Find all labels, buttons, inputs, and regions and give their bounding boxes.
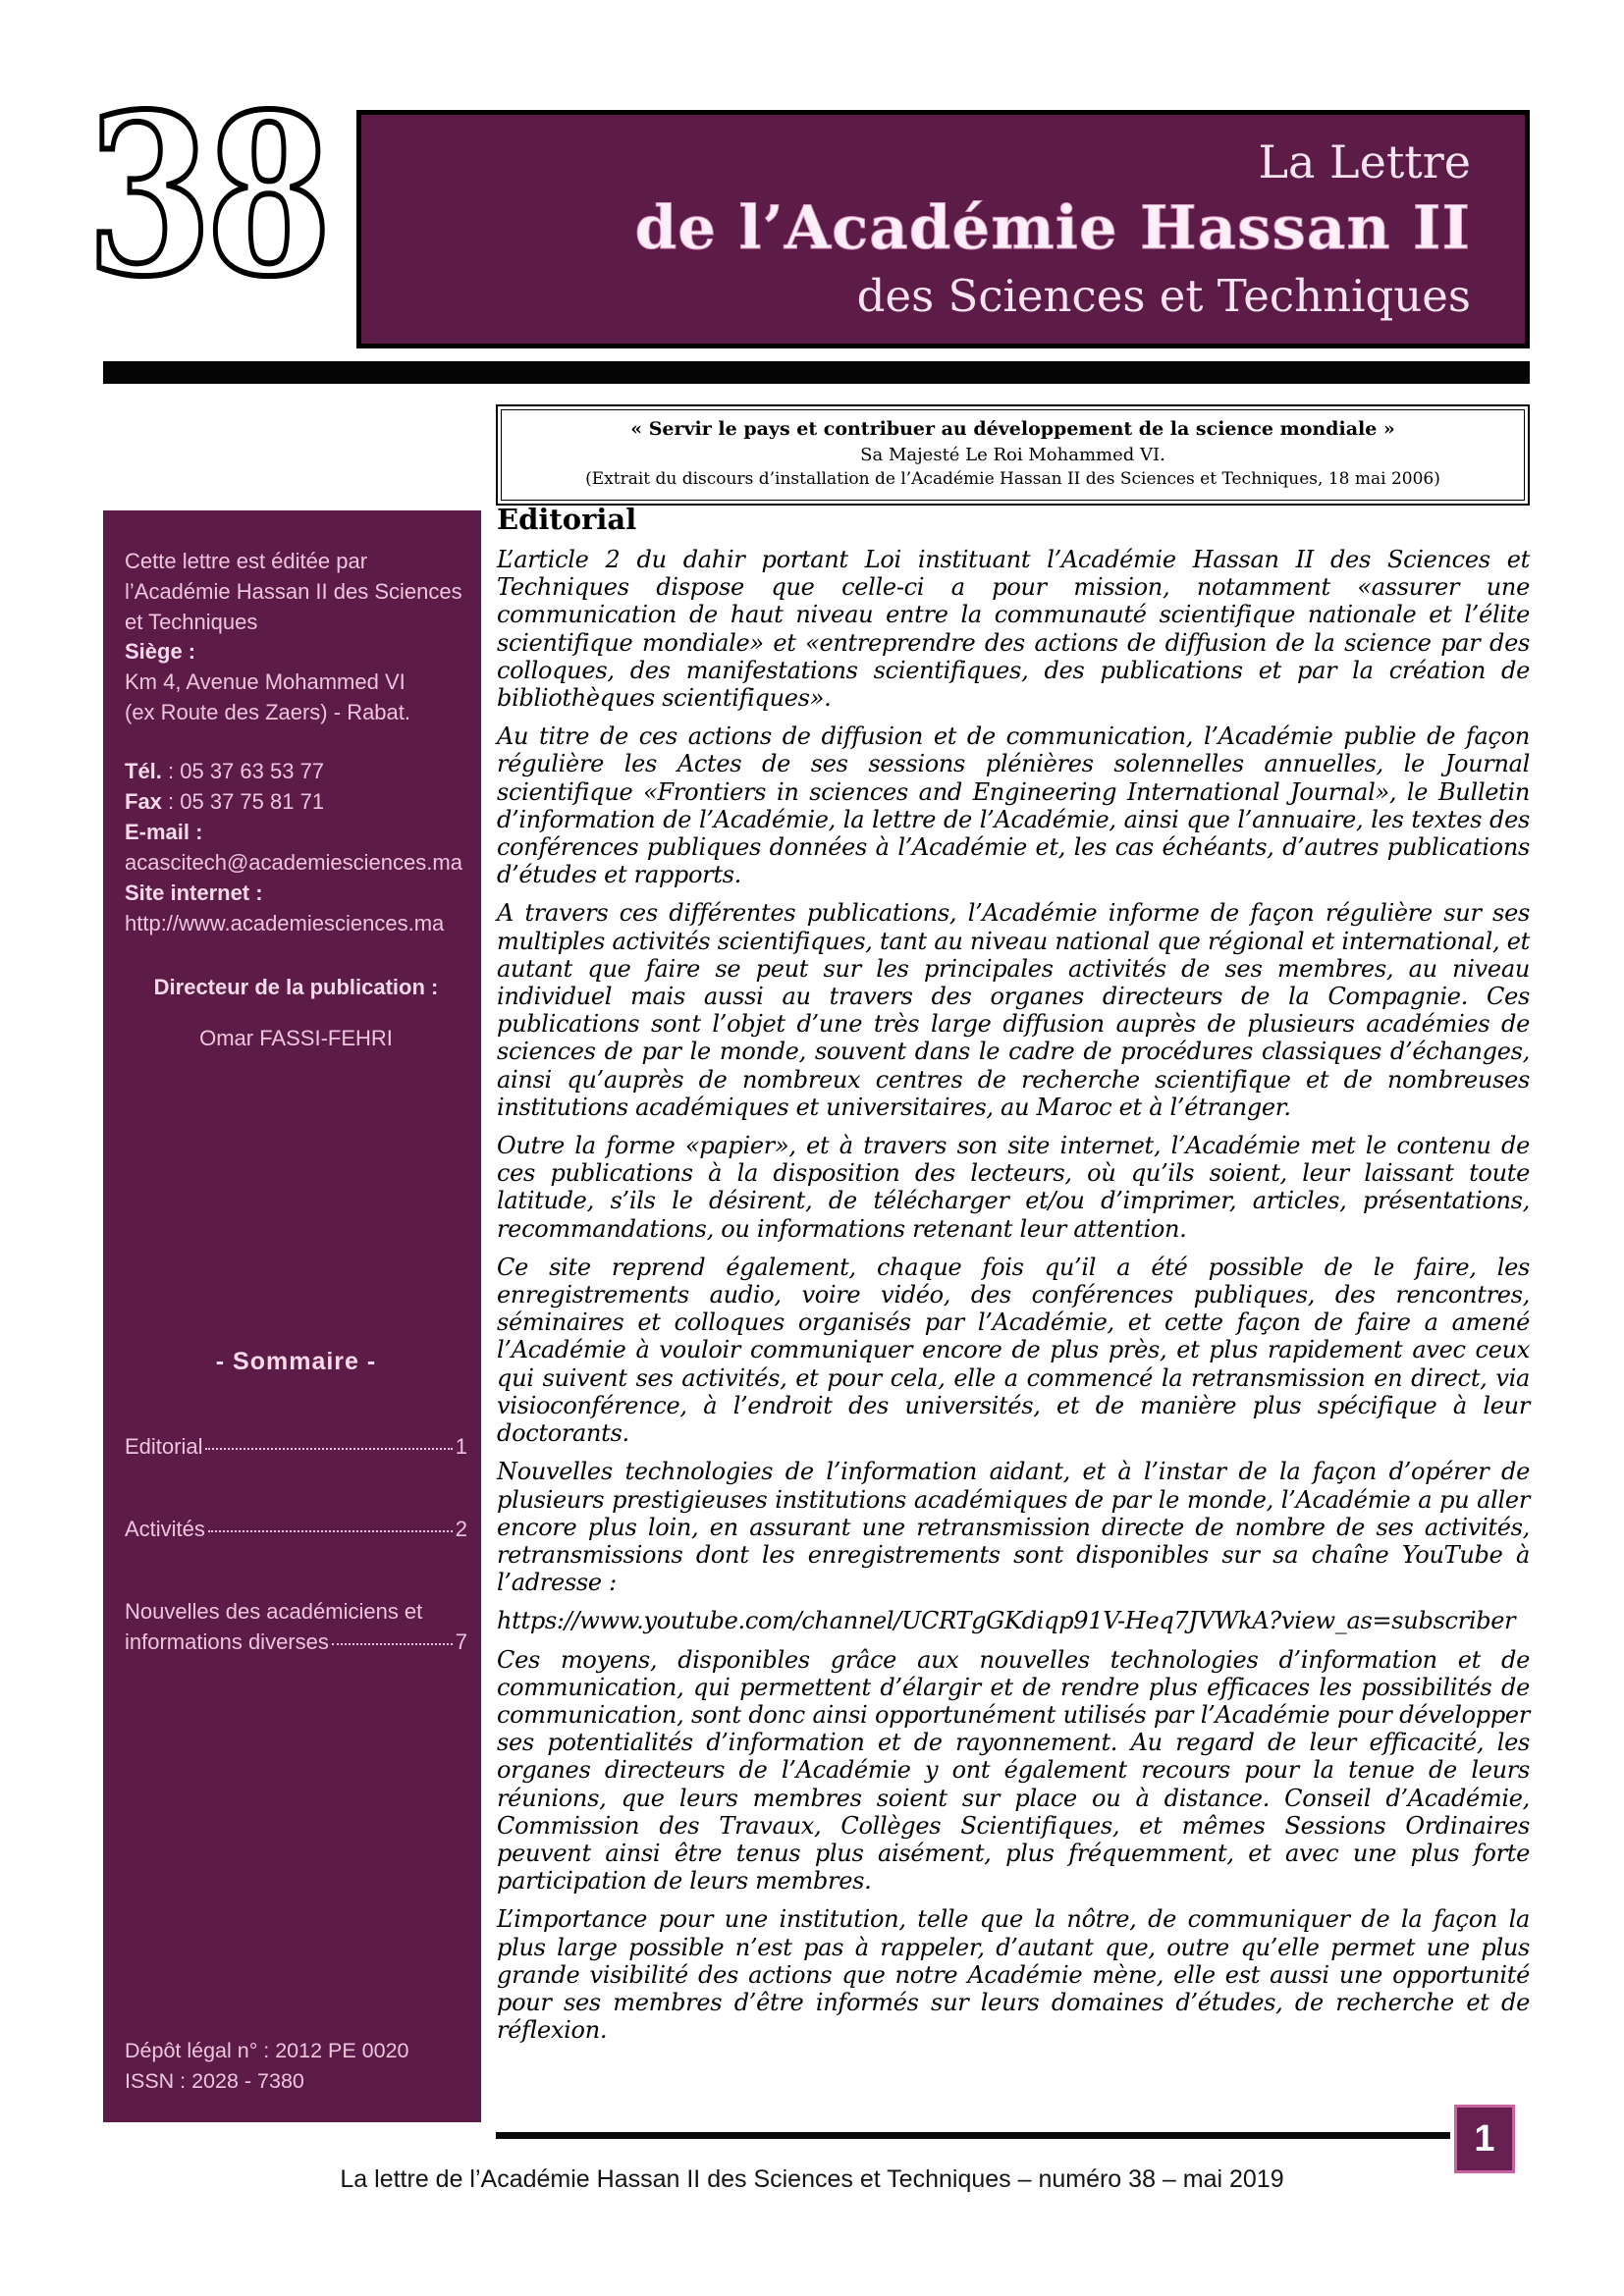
quote-text: « Servir le pays et contribuer au développement de la science mondiale » [630,418,1395,440]
toc-item-page: 1 [455,1434,467,1459]
toc-item-page: 7 [455,1629,467,1654]
toc-dot-leader [332,1643,453,1645]
depot-legal: Dépôt légal n° : 2012 PE 0020 [125,2039,409,2062]
sidebar-contact [125,756,467,938]
royal-quote-inner [501,409,1525,501]
siege-line2: (ex Route des Zaers) - Rabat. [125,700,411,724]
page-number-badge: 1 [1454,2105,1515,2173]
sidebar-director [125,972,467,1053]
editorial-paragraph: Ces moyens, disponibles grâce aux nouvelles technologies d’information et de communication, qui permettent d’élargir et de rendre plus efficaces les possibilités de communication, sont donc ainsi opportunément utilisés par l’Académie pour développer ses potentialités d’information et de rayonnement. Au regard de leur efficacité, les organes directeurs de l’Académie y ont également recours pour la tenue de leurs réunions, que leurs membres soient sur place ou à distance. Conseil d’Académie, Commission des Travaux, Collèges Scientifiques, et mêmes Sessions Ordinaires peuvent ainsi être tenus plus aisément, plus fréquemment, et avec une plus forte participation de leurs membres. [497,1645,1530,1896]
issue-number: 38 [86,67,326,326]
director-name: Omar FASSI-FEHRI [199,1026,393,1050]
sidebar [103,510,481,2122]
email-label: E-mail : [125,820,203,844]
website-link[interactable]: http://www.academiesciences.ma [125,911,445,935]
editorial-column [497,503,1530,2055]
royal-quote-box [496,404,1530,506]
editorial-paragraph: L’importance pour une institution, telle que la nôtre, de communiquer de la façon la plus large possible n’est pas à rappeler, d’autant que, outre qu’elle permet une plus grande visibilité des actions que notre Académie mène, elle est aussi une opportunité pour ses membres d’être informés sur leurs domaines d’études, de recherche et de réflexion. [497,1905,1530,2045]
toc-item-label: informations diverses [125,1629,329,1654]
sidebar-toc [125,1347,467,1657]
editorial-paragraph: Au titre de ces actions de diffusion et de communication, l’Académie publie de façon régulière les Actes de ses sessions plénières solennelles annuelles, le Journal scientifique «Frontiers in sciences and Engineering International Journal», le Bulletin d’information de l’Académie, la lettre de l’Académie, ainsi que l’annuaire, les textes des conférences publiques données à l’Académie et, les cas échéants, d’autres publications d’études et rapports. [497,722,1530,889]
editorial-heading: Editorial [497,503,637,536]
header-divider-bar [103,361,1530,384]
toc-dot-leader [205,1448,452,1450]
toc-title: - Sommaire - [215,1348,377,1375]
fax-line: Fax : 05 37 75 81 71 [125,789,325,814]
quote-attribution: Sa Majesté Le Roi Mohammed VI. [860,445,1165,465]
footer-rule [496,2132,1450,2139]
masthead-title-line1: La Lettre [1258,135,1471,188]
toc-item-editorial[interactable] [125,1431,467,1462]
footer-text: La lettre de l’Académie Hassan II des Sciences et Techniques – numéro 38 – mai 2019 [340,2165,1284,2193]
director-label: Directeur de la publication : [153,975,439,999]
toc-item-label: Activités [125,1517,205,1541]
toc-item-page: 2 [455,1517,467,1541]
quote-source: (Extrait du discours d’installation de l’Académie Hassan II des Sciences et Techniques, 18 mai 2006) [585,469,1440,489]
toc-item-nouvelles[interactable] [125,1596,467,1657]
editorial-paragraph: L’article 2 du dahir portant Loi instituant l’Académie Hassan II des Sciences et Techniques dispose que celle-ci a pour mission, notamment «assurer une communication de haut niveau entre la communauté scientifique nationale et l’élite scientifique mondiale» et «entreprendre des actions de diffusion de la science par des colloques, des manifestations scientifiques, des publications et par la création de bibliothèques scientifiques». [497,546,1530,713]
toc-item-activites[interactable] [125,1514,467,1544]
tel-line: Tél. : 05 37 63 53 77 [125,759,325,783]
issn: ISSN : 2028 - 7380 [125,2069,304,2093]
siege-label: Siège : [125,639,196,664]
editorial-paragraph: Nouvelles technologies de l’information aidant, et à l’instar de la façon d’opérer de plusieurs prestigieuses institutions académiques de par le monde, l’Académie a pu aller encore plus loin, en assurant une retransmission directe de nombre de ses activités, retransmissions dont les enregistrements sont disponibles sur sa chaîne YouTube à l’adresse : [497,1458,1530,1597]
masthead-title-line2: de l’Académie Hassan II [634,193,1471,263]
sidebar-intro: Cette lettre est éditée par l’Académie Hassan II des Sciences et Techniques [125,549,462,634]
youtube-channel-link[interactable]: https://www.youtube.com/channel/UCRTgGKdiqp91V-Heq7JVWkA?view_as=subscriber [497,1607,1516,1635]
toc-item-label: Editorial [125,1434,203,1459]
toc-item-label: Nouvelles des académiciens et [125,1599,423,1624]
masthead [356,110,1530,348]
masthead-title-line3: des Sciences et Techniques [856,270,1471,322]
editorial-paragraph: A travers ces différentes publications, l’Académie informe de façon régulière sur ses multiples activités scientifiques, tant au niveau national que régional et international, et autant que faire se peut sur les principales activités de ses membres, au niveau individuel mais aussi au travers des organes directeurs de la Compagnie. Ces publications sont l’objet d’une très large diffusion auprès de plusieurs académies de sciences de par le monde, souvent dans le cadre de procédures classiques d’échanges, ainsi qu’auprès de nombreux centres de recherche scientifique et de nombreuses institutions académiques et universitaires, au Maroc et à l’étranger. [497,899,1530,1121]
editorial-paragraph: Outre la forme «papier», et à travers son site internet, l’Académie met le contenu de ces publications à la disposition des lecteurs, où qu’ils soient, leur laissant toute latitude, s’ils le désirent, de télécharger et/ou d’imprimer, articles, présentations, recommandations, ou informations retenant leur attention. [497,1132,1530,1243]
website-label: Site internet : [125,881,263,905]
sidebar-legal [125,2036,467,2097]
email-link[interactable]: acascitech@academiesciences.ma [125,850,462,875]
siege-line1: Km 4, Avenue Mohammed VI [125,669,406,694]
editorial-paragraph: Ce site reprend également, chaque fois qu’il a été possible de le faire, les enregistrements audio, voire vidéo, des conférences publiques, des rencontres, séminaires et colloques organisés par l’Académie, et cette façon de faire a amené l’Académie à vouloir communiquer encore de plus près, et plus rapidement avec ceux qui suivent ses activités, et pour cela, elle a commencé la retransmission en direct, via visioconférence, à l’endroit des universités, et de manière plus spécifique à leur doctorants. [497,1253,1530,1448]
sidebar-address [125,636,467,727]
toc-dot-leader [208,1530,453,1532]
